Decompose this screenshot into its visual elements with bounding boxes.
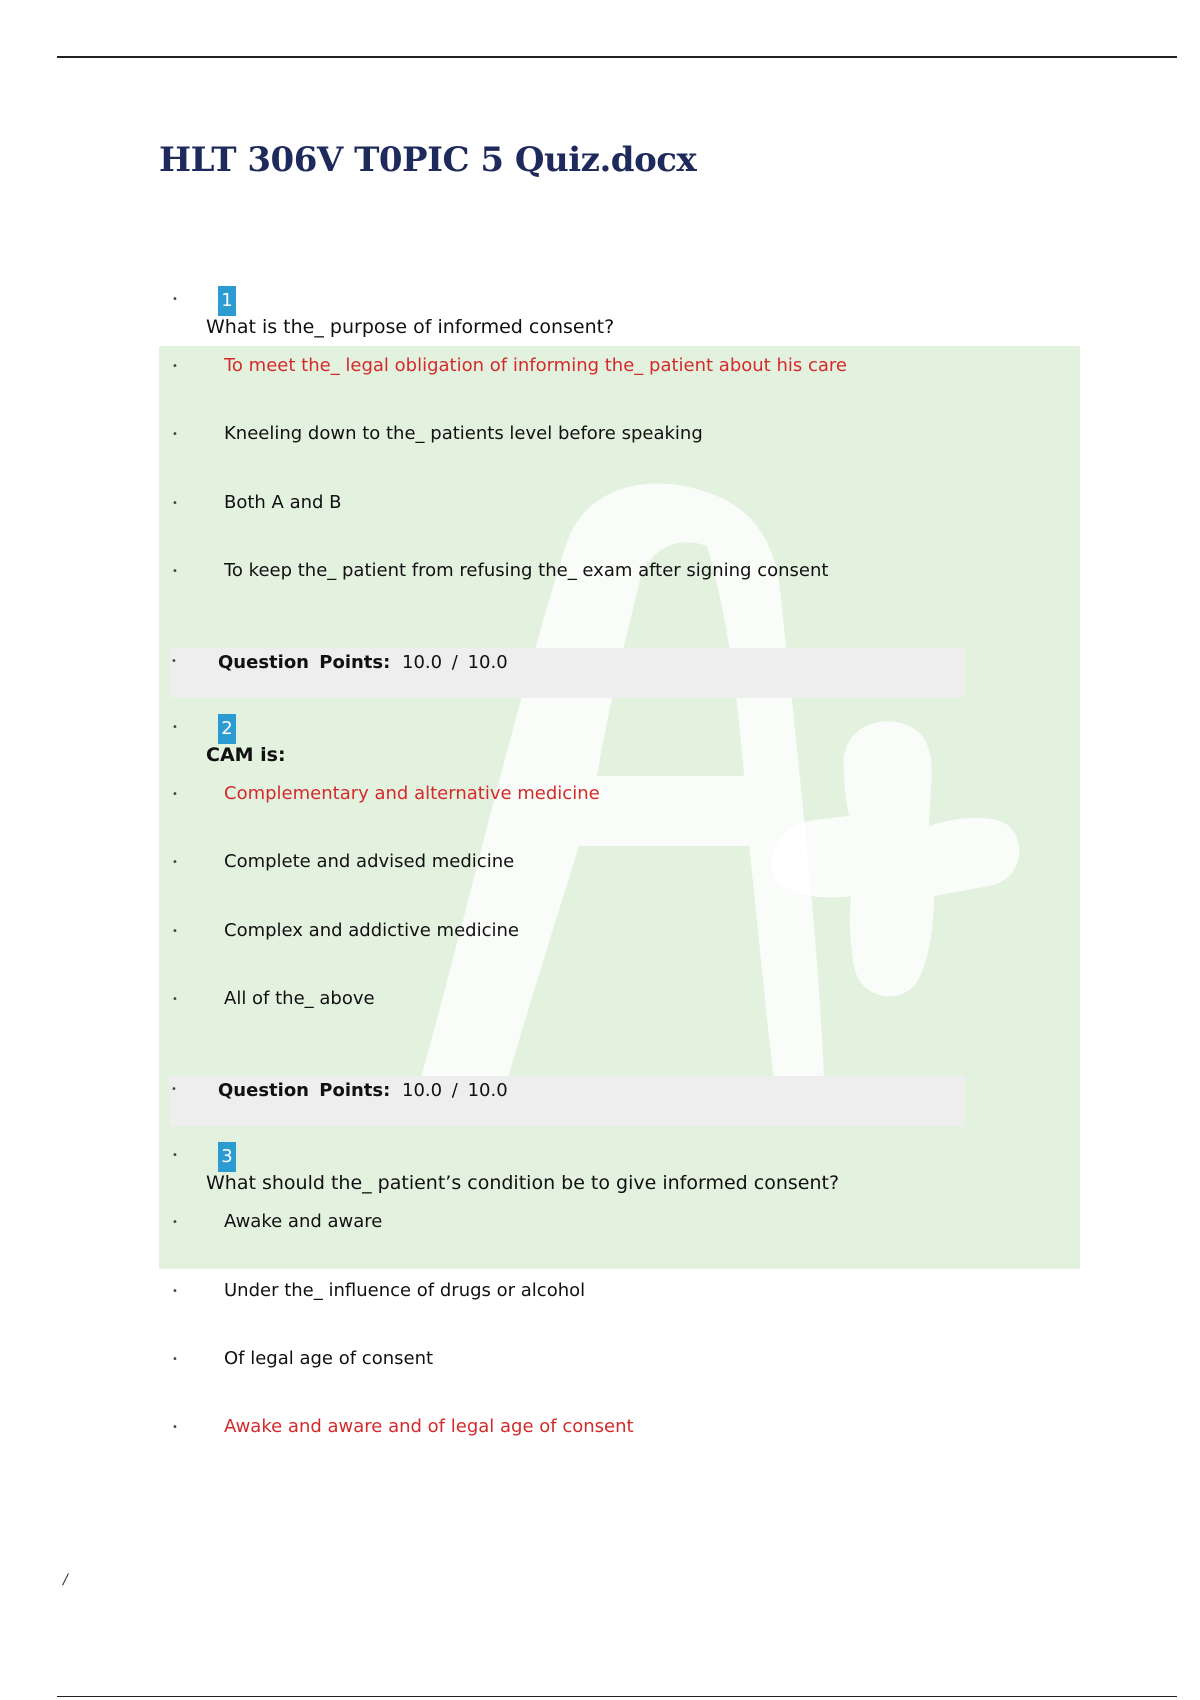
list-bullet: • bbox=[172, 994, 178, 1005]
list-bullet: • bbox=[172, 566, 178, 577]
list-bullet: • bbox=[172, 1354, 178, 1365]
list-bullet: • bbox=[172, 1217, 178, 1228]
list-bullet: • bbox=[172, 722, 178, 733]
answer-option: Kneeling down to the_ patients level before speaking bbox=[224, 423, 703, 444]
question-number-badge: 3 bbox=[218, 1142, 236, 1172]
list-bullet: • bbox=[172, 498, 178, 509]
list-bullet: • bbox=[171, 656, 177, 667]
answer-option-correct: Complementary and alternative medicine bbox=[224, 783, 600, 804]
question-points-label: Question Points: bbox=[218, 652, 391, 673]
question-points-bar bbox=[170, 1076, 965, 1126]
answer-option: All of the_ above bbox=[224, 988, 375, 1009]
list-bullet: • bbox=[172, 789, 178, 800]
question-text: What is the_ purpose of informed consent? bbox=[206, 316, 615, 338]
document-title: HLT 306V T0PIC 5 Quiz.docx bbox=[159, 140, 697, 180]
answer-option: Both A and B bbox=[224, 492, 342, 513]
bottom-rule bbox=[57, 1696, 1177, 1697]
question-points-value: 10.0 / 10.0 bbox=[402, 652, 508, 673]
list-bullet: • bbox=[172, 429, 178, 440]
answer-option: Awake and aware bbox=[224, 1211, 383, 1232]
answer-option: Under the_ influence of drugs or alcohol bbox=[224, 1280, 586, 1301]
answer-option: Complex and addictive medicine bbox=[224, 920, 519, 941]
list-bullet: • bbox=[172, 294, 178, 305]
answer-option-correct: Awake and aware and of legal age of consent bbox=[224, 1416, 634, 1437]
question-text: CAM is: bbox=[206, 744, 286, 766]
answer-option-correct: To meet the_ legal obligation of informing the_ patient about his care bbox=[224, 355, 847, 376]
question-points-value: 10.0 / 10.0 bbox=[402, 1080, 508, 1101]
list-bullet: • bbox=[172, 1150, 178, 1161]
list-bullet: • bbox=[172, 1286, 178, 1297]
list-bullet: • bbox=[172, 857, 178, 868]
stray-mark: / bbox=[63, 1572, 68, 1588]
list-bullet: • bbox=[171, 1084, 177, 1095]
list-bullet: • bbox=[172, 926, 178, 937]
list-bullet: • bbox=[172, 1422, 178, 1433]
question-number-badge: 1 bbox=[218, 286, 236, 316]
question-points-bar bbox=[170, 648, 965, 698]
question-number-badge: 2 bbox=[218, 714, 236, 744]
question-text: What should the_ patient’s condition be to give informed consent? bbox=[206, 1172, 840, 1194]
answer-option: To keep the_ patient from refusing the_ exam after signing consent bbox=[224, 560, 829, 581]
list-bullet: • bbox=[172, 361, 178, 372]
answer-option: Of legal age of consent bbox=[224, 1348, 434, 1369]
answer-option: Complete and advised medicine bbox=[224, 851, 515, 872]
question-points-label: Question Points: bbox=[218, 1080, 391, 1101]
